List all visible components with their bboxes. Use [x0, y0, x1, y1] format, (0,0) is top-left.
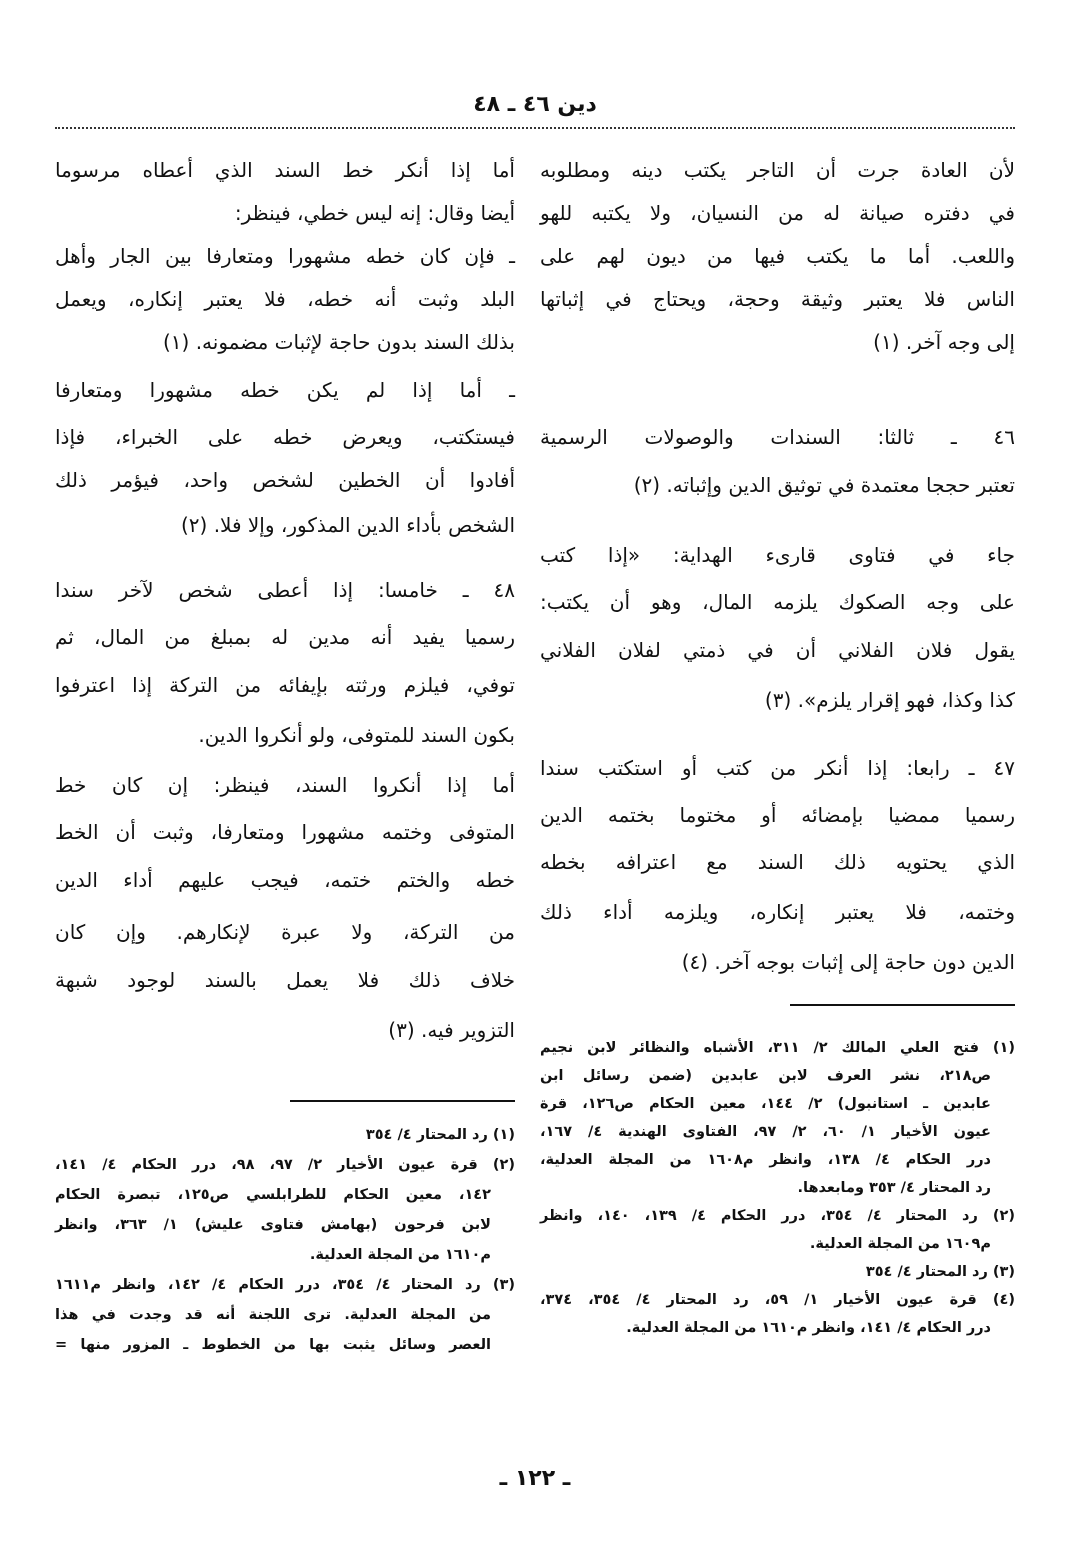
footnote-line: ص٢١٨، نشر العرف لابن عابدين (ضمن رسائل ابن [540, 1068, 991, 1084]
footnote-line: (٣) رد المحتار ٤/ ٣٥٤ [865, 1264, 1015, 1280]
body-text-line: تعتبر حججا معتمدة في توثيق الدين وإثباته. (٢) [633, 473, 1015, 497]
body-text-line: أيضا وقال: إنه ليس خطي، فينظر: [234, 201, 515, 225]
body-text-line: الدين دون حاجة إلى إثبات بوجه آخر. (٤) [681, 950, 1015, 974]
body-text-line: الناس فلا يعتبر وثيقة وحجة، ويحتاج في إثباتها [540, 287, 1015, 311]
body-text-line: في دفتره صيانة له من النسيان، ولا يكتبه للهو [540, 201, 1015, 225]
running-header: دين ٤٦ ـ ٤٨ [473, 92, 597, 117]
body-text-line: ـ فإن كان خطه مشهورا ومتعارفا بين الجار وأهل [55, 244, 515, 268]
footnote-line: (١) فتح العلي المالك ٢/ ٣١١، الأشباه والنظائر لابن نجيم [540, 1040, 1015, 1056]
body-text-line: جاء في فتاوى قارىء الهداية: «إذا كتب [540, 543, 1015, 567]
body-text-line: رسميا ممضيا بإمضائه أو مختوما بختمه الدين [540, 803, 1015, 827]
body-text-line: أفادوا أن الخطين لشخص واحد، فيؤمر ذلك [55, 468, 515, 492]
body-text-line: ٤٧ ـ رابعا: إذا أنكر من كتب أو استكتب سندا [540, 756, 1015, 780]
footnote-line: م١٦٠٩ من المجلة العدلية. [809, 1236, 991, 1252]
body-text-line: البلد وثبت أنه خطه، فلا يعتبر إنكاره، ويعمل [55, 287, 515, 311]
footnote-line: درر الحكام ٤/ ١٤١، وانظر م١٦١٠ من المجلة العدلية. [626, 1320, 991, 1336]
body-text-line: من التركة، ولا عبرة لإنكارهم. وإن كان [55, 920, 515, 944]
footnote-line: (٢) رد المحتار ٤/ ٣٥٤، درر الحكام ٤/ ١٣٩، ١٤٠، وانظر [540, 1208, 1015, 1224]
body-text-line: بذلك السند بدون حاجة لإثبات مضمونه. (١) [162, 330, 515, 354]
body-text-line: المتوفى وختمه مشهورا ومتعارفا، وثبت أن الخط [55, 820, 515, 844]
header-dotted-rule [55, 127, 1015, 129]
body-text-line: الذي يحتويه ذلك السند مع اعترافه بخطه [540, 850, 1015, 874]
footnote-separator-left [290, 1100, 515, 1102]
body-text-line: خلاف ذلك فلا يعمل بالسند لوجود شبهة [55, 968, 515, 992]
body-text-line: أما إذا أنكر خط السند الذي أعطاه مرسوما [55, 158, 515, 182]
body-text-line: إلى وجه آخر. (١) [873, 330, 1015, 354]
body-text-line: ـ أما إذا لم يكن خطه مشهورا ومتعارفا [55, 378, 515, 402]
body-text-line: الشخص بأداء الدين المذكور، وإلا فلا. (٢) [180, 513, 515, 537]
footnote-separator-right [790, 1004, 1015, 1006]
footnote-line: م١٦١٠ من المجلة العدلية. [309, 1247, 491, 1263]
footnote-line: (٣) رد المحتار ٤/ ٣٥٤، درر الحكام ٤/ ١٤٢، وانظر م١٦١١ [55, 1277, 515, 1293]
footnote-line: عابدين ـ استانبول) ٢/ ١٤٤، معين الحكام ص١٢٦، قرة [540, 1096, 991, 1112]
page-number: ـ ١٢٢ ـ [499, 1466, 571, 1491]
footnote-line: من المجلة العدلية. ترى اللجنة أنه قد وجدت في هذا [55, 1307, 491, 1323]
body-text-line: يقول فلان الفلاني أن في ذمتي لفلان الفلاني [540, 638, 1015, 662]
body-text-line: فيستكتب، ويعرض خطه على الخبراء، فإذا [55, 425, 515, 449]
footnote-line: (٤) قرة عيون الأخيار ١/ ٥٩، رد المحتار ٤/ ٣٥٤، ٣٧٤، [540, 1292, 1015, 1308]
body-text-line: التزوير فيه. (٣) [388, 1018, 515, 1042]
body-text-line: رسميا يفيد أنه مدين له بمبلغ من المال، ثم [55, 625, 515, 649]
body-text-line: لأن العادة جرت أن التاجر يكتب دينه ومطلوبه [540, 158, 1015, 182]
footnote-line: ١٤٢، معين الحكام للطرابلسي ص١٢٥، تبصرة الحكام [55, 1187, 491, 1203]
footnote-line: (٢) قرة عيون الأخيار ٢/ ٩٧، ٩٨، درر الحكام ٤/ ١٤١، [55, 1157, 515, 1173]
body-text-line: خطه والختم ختمه، فيجب عليهم أداء الدين [55, 868, 515, 892]
body-text-line: على وجه الصكوك يلزمه المال، وهو أن يكتب: [540, 590, 1015, 614]
footnote-line: لابن فرحون (بهامش فتاوى عليش) ١/ ٣٦٣، وانظر [55, 1217, 491, 1233]
footnote-line: رد المحتار ٤/ ٣٥٣ ومابعدها. [797, 1180, 991, 1196]
body-text-line: ٤٨ ـ خامسا: إذا أعطى شخص لآخر سندا [55, 578, 515, 602]
footnote-line: عيون الأخيار ١/ ٦٠، ٢/ ٩٧، الفتاوى الهندية ٤/ ١٦٧، [540, 1124, 991, 1140]
body-text-line: توفي، فيلزم ورثته بإيفائه من التركة إذا اعترفوا [55, 673, 515, 697]
footnote-line: (١) رد المحتار ٤/ ٣٥٤ [365, 1127, 515, 1143]
footnote-line: العصر وسائل يثبت بها من الخطوط ـ المزور منها = [55, 1337, 491, 1353]
footnote-line: درر الحكام ٤/ ١٣٨، وانظر م١٦٠٨ من المجلة العدلية، [540, 1152, 991, 1168]
body-text-line: ٤٦ ـ ثالثا: السندات والوصولات الرسمية [540, 425, 1015, 449]
body-text-line: بكون السند للمتوفى، ولو أنكروا الدين. [198, 723, 515, 747]
body-text-line: أما إذا أنكروا السند، فينظر: إن كان خط [55, 773, 515, 797]
body-text-line: واللعب. أما ما يكتب فيها من ديون لهم على [540, 244, 1015, 268]
body-text-line: وختمه، فلا يعتبر إنكاره، ويلزمه أداء ذلك [540, 900, 1015, 924]
body-text-line: كذا وكذا، فهو إقرار يلزم». (٣) [764, 688, 1015, 712]
